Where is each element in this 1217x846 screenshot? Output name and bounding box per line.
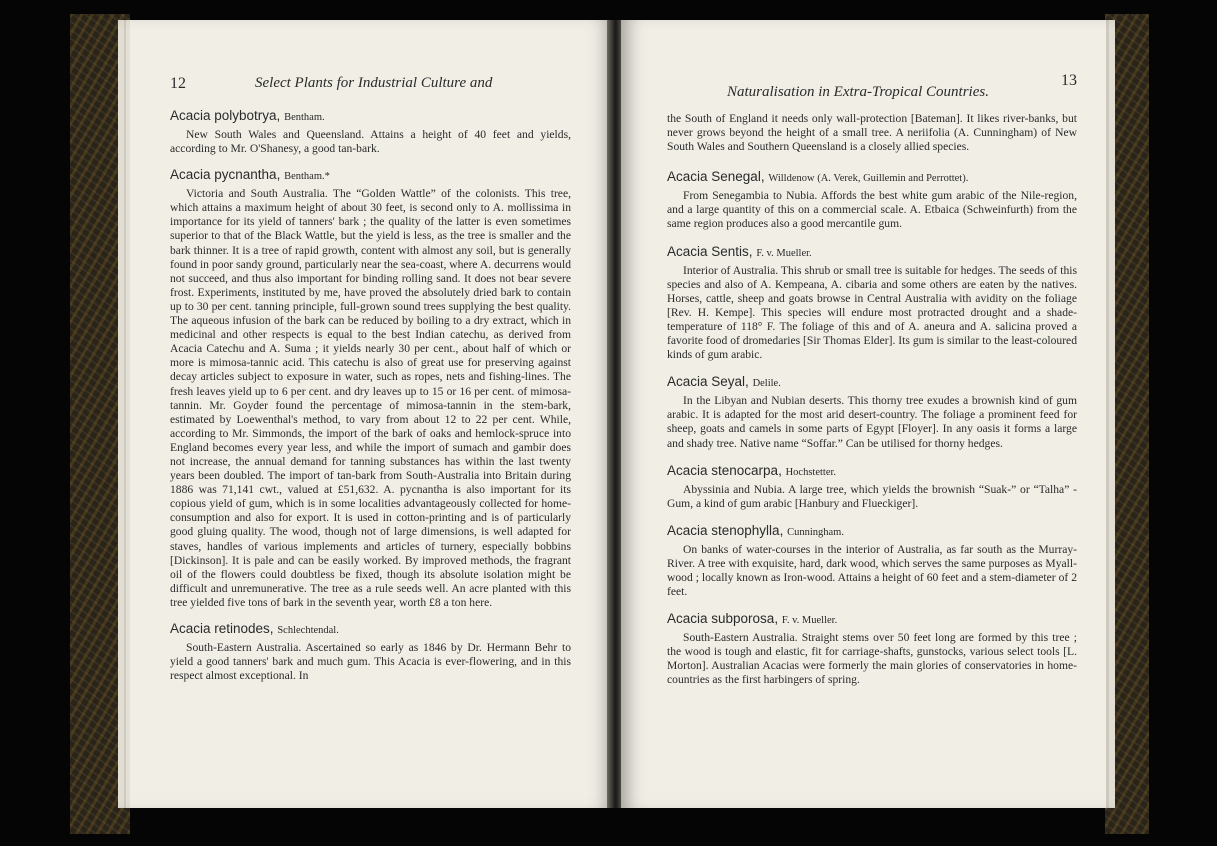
species-authority: Bentham. <box>284 112 325 123</box>
left-page <box>118 20 611 808</box>
entry-text: In the Libyan and Nubian deserts. This thorny tree exudes a brownish kind of gum arabic. It is adapted for the most arid desert-country. The foliage a prominent feed for sheep, goats and camels in some parts of Egypt [Floyer]. In any oasis it forms a large and shady tree. Native name “Soffar.” Can be utilised for thorny hedges. <box>667 394 1077 450</box>
entry-text: South-Eastern Australia. Straight stems over 50 feet long are formed by this tree ; the wood is tough and elastic, fit for carriage-shafts, gunstocks, various select tools [L. Morton]. Australian Acacias were formerly the main glories of conservatories in home-countries as the first harbingers of spring. <box>667 631 1077 687</box>
entry-acacia-polybotrya <box>170 107 571 156</box>
running-title-left: Select Plants for Industrial Culture and <box>255 75 493 91</box>
page-number-right: 13 <box>1061 72 1077 89</box>
species-name: Acacia stenophylla, <box>667 522 784 538</box>
entry-text: On banks of water-courses in the interior of Australia, as far south as the Murray-River. A tree with exquisite, hard, dark wood, which serves the same purposes as Myall-wood ; locally known as Iron-wood. Attains a height of 60 feet and a stem-diameter of 2 feet. <box>667 542 1077 599</box>
entry-acacia-stenophylla <box>667 522 1077 599</box>
entry-acacia-seyal <box>667 373 1077 450</box>
right-page <box>621 20 1115 808</box>
species-name: Acacia polybotrya, <box>170 108 281 123</box>
species-name: Acacia subporosa, <box>667 611 779 627</box>
entry-text: South-Eastern Australia. Ascertained so early as 1846 by Dr. Hermann Behr to yield a good tanners' bark and much gum. This Acacia is ever-flowering, and in this respect almost exceptional. In <box>170 641 571 683</box>
species-authority: Hochstetter. <box>785 466 837 478</box>
entry-heading <box>667 610 1077 630</box>
entry-heading <box>667 373 1077 393</box>
entry-text: Abyssinia and Nubia. A large tree, which yields the brownish “Suak-” or “Talha” -Gum, a kind of gum arabic [Hanbury and Flueckiger]. <box>667 482 1077 510</box>
entry-heading <box>667 522 1077 542</box>
species-name: Acacia Sentis, <box>667 243 753 259</box>
species-authority: Schlechtendal. <box>277 625 339 636</box>
entry-acacia-pycnantha <box>170 166 571 610</box>
page-number-left: 12 <box>170 75 186 92</box>
running-title-right: Naturalisation in Extra-Tropical Countries. <box>727 84 989 100</box>
entry-acacia-retinodes <box>170 620 571 683</box>
entry-text: Victoria and South Australia. The “Golden Wattle” of the colonists. This tree, which attains a maximum height of about 30 feet, is second only to A. mollissima in importance for its yield of tanners' bark ; the quality of the latter is even sometimes superior to that of the Black Wattle, but the yield is less, as the tree is smaller and the bark thinner. It is a tree of rapid growth, content with almost any soil, but is generally found in poor sandy ground, particularly near the sea-coast, where A. decurrens would not succeed, and thus also important for binding rolling sand. It does not bear severe frost. Experiments, instituted by me, have proved the absolutely dried bark to contain up to 30 per cent. tanning principle, full-grown sound trees supplying the best quality. The aqueous infusion of the bark can be reduced by boiling to a dry extract, which in medicinal and other respects is equal to the best Indian catechu, as derived from Acacia Catechu and A. Suma ; it yields nearly 30 per cent., about half of which or more is mimosa-tannic acid. This catechu is also of great use for preserving against decay articles subject to exposure in water, such as ropes, nets and fishing-lines. The fresh leaves yield up to 6 per cent. and dry leaves up to 15 or 16 per cent. of mimosa-tannin. Mr. Goyder found the percentage of mimosa-tannin in the stem-bark, estimated by Loewenthal's method, to vary from about 12 to 22 per cent. While, according to Mr. Simmonds, the import of the bark of oaks and hemlock-spruce into England becomes every year less, and while the import of sumach and gambir does not increase, the annual demand for tanning substances has within the last twenty years been doubled. The import of tan-bark from South-Australia into Britain during 1886 was 71,141 cwt., valued at £51,632. A. pycnantha is also important for its copious yield of gum, which is in some localities advantageously collected for home-consumption and also for export. It is used in cotton-printing and is of particularly good gluing quality. The wood, though not of large dimensions, is well adapted for staves, handles of various implements and articles of turnery, especially bobbins [Dickinson]. It is pale and can be easily worked. By improved methods, the fragrant oil of the flowers could doubtless be fixed, though its absolute isolation might be difficult and unremunerative. The tree as a rule seeds well. An acre planted with this tree yielded five tons of bark in the seventh year, worth £8 a ton here. <box>170 187 571 609</box>
entry-heading <box>170 107 571 127</box>
entry-acacia-stenocarpa <box>667 462 1077 511</box>
species-authority: Bentham.* <box>284 171 330 183</box>
species-name: Acacia Seyal, <box>667 374 749 390</box>
species-name: Acacia retinodes, <box>170 621 274 636</box>
entry-text: Interior of Australia. This shrub or small tree is suitable for hedges. The seeds of this species and also of A. Kempeana, A. cibaria and some others are eaten by the natives. Horses, cattle, sheep and goats browse in Central Australia with avidity on the foliage [Rev. H. Kempe]. This species will endure most protracted drought and a shade-temperature of 118° F. The foliage of this and of A. aneura and A. salicina proved a favorite food of dromedaries [Sir Thomas Elder]. Its gum is similar to the least-coloured kinds of gum arabic. <box>667 263 1077 362</box>
species-name: Acacia stenocarpa, <box>667 462 782 478</box>
species-name: Acacia Senegal, <box>667 169 765 185</box>
entry-heading <box>170 166 571 186</box>
entry-heading <box>667 462 1077 482</box>
species-authority: F. v. Mueller. <box>781 615 838 627</box>
entry-acacia-subporosa <box>667 610 1077 687</box>
species-authority: Cunningham. <box>787 526 844 538</box>
entry-acacia-senegal <box>667 168 1077 231</box>
entry-acacia-sentis <box>667 243 1077 363</box>
left-page-header <box>170 75 571 101</box>
continued-text: the South of England it needs only wall-protection [Bateman]. It likes river-banks, but never grows beyond the height of a small tree. A neriifolia (A. Cunningham) of New South Wales and Southern Queensland is a closely allied species. <box>667 112 1077 154</box>
species-name: Acacia pycnantha, <box>170 167 281 183</box>
entry-heading <box>170 620 571 640</box>
entry-heading <box>667 243 1077 263</box>
entry-text: New South Wales and Queensland. Attains a height of 40 feet and yields, according to Mr. O'Shanesy, a good tan-bark. <box>170 128 571 156</box>
entry-heading <box>667 168 1077 188</box>
species-authority: Willdenow (A. Verek, Guillemin and Perrottet). <box>768 173 969 185</box>
species-authority: F. v. Mueller. <box>756 247 812 259</box>
entry-text: From Senegambia to Nubia. Affords the best white gum arabic of the Nile-region, and a large quantity of this on a commercial scale. A. Etbaica (Schweinfurth) from the same region produces also a good mercantile gum. <box>667 189 1077 231</box>
species-authority: Delile. <box>752 378 781 390</box>
right-page-header <box>667 72 1077 106</box>
